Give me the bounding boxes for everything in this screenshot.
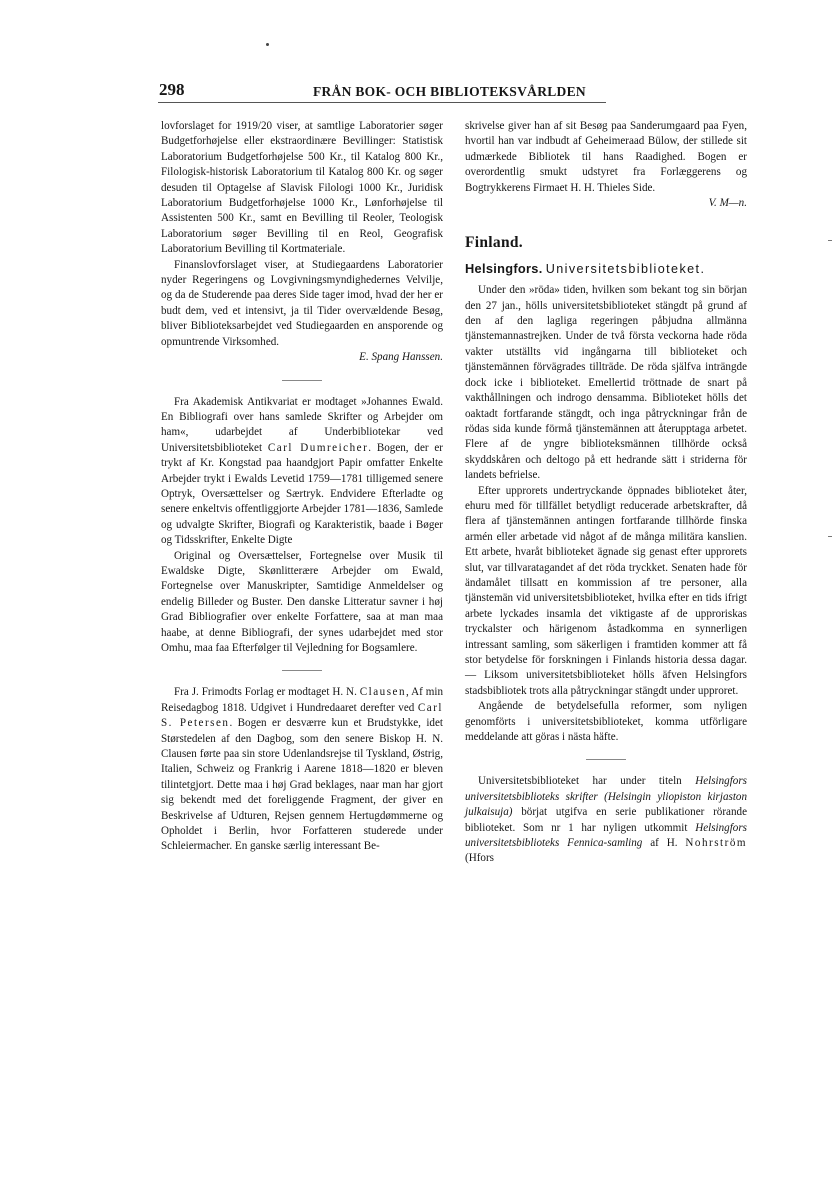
person-name: Clausen bbox=[359, 686, 407, 699]
person-name: Nohrström bbox=[685, 837, 747, 850]
signature: E. Spang Hanssen. bbox=[359, 351, 443, 364]
separator bbox=[586, 759, 626, 760]
library-name: Universitetsbiblioteket. bbox=[545, 261, 706, 276]
print-speck bbox=[266, 43, 269, 46]
paragraph: Under den »röda» tiden, hvilken som bekant tog sin början den 27 jan., hölls universitetsbiblioteket stängdt på grund af den af den lagliga regeringen påbjudna allmänna tjänstemannastrejken. Under de två första veckorna hade röda vakter utställts vid ingångarna till biblioteket och tjänstemännen förvägrades tillträde. De röda själfva inträngde dock icke i biblioteket. Emellertid tröttnade de snart på vakthållningen och indrogo densamma. Biblioteket hölls det oaktadt fortfarande stängdt, och inga påtryckningar från de rödas sida kunde förmå tjänstemännen att återupptaga arbetet. Flere af de yngre biblioteksmännen tillhörde också skyddskåren och deltogo på ett hedrande sätt i striderna för landets befrielse. bbox=[465, 284, 747, 482]
italic-title: Helsingfors universitetsbiblioteks skrifter (Helsingin yliopiston kirjaston julkaisuja) bbox=[465, 775, 747, 819]
paragraph: Efter upprorets undertryckande öppnades biblioteket åter, ehuru med för tillfället betydligt reducerade arbetskrafter, då flera af tjänstemännen antingen fortfarande tillhörde finska armén eller arbetade vid något af de många militära kanslien. Ett arbete, hvaråt biblioteket ägnade sig genast efter upprorets slut, var tillvaratagandet af det röda tryckket. Senaten hade för ändamålet tillsatt en kommission af tre personer, alla tjänstemän vid universitetsbiblioteket, hvilka efter en tids ifrigt arbete lyckades insamla det viktigaste af de upproriskas tryckalster och härigenom åstadkomma en synnerligen intressant samling, som säkerligen i framtiden kommer att få stor betydelse för forskningen i Finlands historia dessa dagar. — Liksom universitetsbiblioteket hölls äfven Helsingfors stadsbibliotek trots alla påtryckningar stängdt under upproret. bbox=[465, 484, 747, 697]
person-name: Carl Dumreicher bbox=[267, 441, 369, 454]
left-column bbox=[161, 119, 443, 855]
separator bbox=[282, 670, 322, 671]
right-column bbox=[465, 119, 747, 867]
header-rule bbox=[158, 102, 606, 103]
paragraph: Original og Oversættelser, Fortegnelse over Musik til Ewaldske Digte, Skønlitterære Arbejder om Ewald, Fortegnelse over Manuskripter, Samtidige Anmeldelser og endelig Billeder og Buster. Den danske Litteratur savner i høj Grad Bibliografier over enkelte Forfattere, saa at man maa haabe, at denne Bibliografi, der synes udarbejdet med stor Omhu, maa faa Efterfølger til Vejledning for Bogsamlere. bbox=[161, 549, 443, 654]
separator bbox=[282, 380, 322, 381]
edge-mark bbox=[828, 536, 832, 537]
paragraph: Fra J. Frimodts Forlag er modtaget H. N. Clausen, Af min Reisedagbog 1818. Udgivet i Hundredaaret derefter ved Carl S. Petersen. Bogen er desværre kun et Brudstykke, idet Størstedelen af den Dagbog, som den senere Biskop H. N. Clausen førte paa sin store Udenlandsrejse til Tyskland, Østrig, Italien, Schweiz og Frankrig i Aarene 1818—1820 er bleven tilintetgjort. Dette maa i høj Grad beklages, naar man har gjort sig bekendt med det foreliggende Fragment, der giver en Beskrivelse af Udturen, Rejsen gennem Hertugdømmerne og Opholdet i Berlin, hvor Forfatteren studerede under Schleiermacher. En ganske særlig interessant Be- bbox=[161, 686, 444, 853]
paragraph: Angående de betydelsefulla reformer, som nyligen genomförts i universitetsbiblioteket, komma utförligare meddelande att göras i nästa häfte. bbox=[465, 700, 747, 744]
paragraph: Fra Akademisk Antikvariat er modtaget »Johannes Ewald. En Bibliografi over hans samlede Skrifter og Arbejder om ham«, udarbejdet af Underbibliotekar ved Universitetsbiblioteket Carl Dumreicher. Bogen, der er trykt af Kr. Kongstad paa haandgjort Papir omfatter Enkelte Arbejder trykt i Ewalds Levetid 1759—1781 tilligemed senere Optryk, Oversættelser og Særtryk. Endvidere Efterladte og senere enkeltvis offentliggjorte Arbejder 1781—1836, Samlede og udvalgte Skrifter, Biografi og Karakteristik, baade i Bøger og Tidsskrifter, Enkelte Digte bbox=[161, 395, 443, 547]
italic-title: Helsingfors universitetsbiblioteks Fennica-samling bbox=[465, 821, 747, 850]
paragraph: Universitetsbiblioteket har under titeln Helsingfors universitetsbiblioteks skrifter (Helsingin yliopiston kirjaston julkaisuja) börjat utgifva en serie publikationer rörande biblioteket. Som nr 1 har nyligen utkommit Helsingfors universitetsbiblioteks Fennica-samling af H. Nohrström (Hfors bbox=[465, 775, 747, 865]
subsection-heading bbox=[465, 261, 747, 277]
signature: V. M—n. bbox=[708, 197, 747, 210]
edge-mark bbox=[828, 240, 832, 241]
city-name: Helsingfors. bbox=[465, 260, 543, 276]
paragraph: skrivelse giver han af sit Besøg paa Sanderumgaard paa Fyen, hvortil han var indbudt af Geheimeraad Bülow, der stillede sit udmærkede Bibliotek til hans Raadighed. Bogen er overordentlig smukt udstyret fra Forlæggerens og Bogtrykkerens Firmaet H. H. Thieles Side. bbox=[465, 120, 747, 194]
running-title: FRÅN BOK- OCH BIBLIOTEKSVÅRLDEN bbox=[313, 84, 586, 99]
paragraph: Finanslovforslaget viser, at Studiegaardens Laboratorier nyder Regeringens og Lovgivningsmyndighedernes Velvilje, og da de Studerende paa deres Side tager imod, hvad der her er budt dem, ved et intensivt, ja til Tider overvældende Besøg, bliver Biblioteksarbejdet ved Studiegaarden en ansporende og opmuntrende Virksomhed. bbox=[161, 258, 443, 348]
section-title: Finland. bbox=[465, 234, 523, 252]
paragraph: lovforslaget for 1919/20 viser, at samtlige Laboratorier søger Budgetforhøjelse eller ekstraordinære Bevillinger: Statistisk Laboratorium Budgetforhøjelse 500 Kr., til Katalog 800 Kr., Filologisk-historisk Laboratorium til Katalog 800 Kr. og søger desuden til Optagelse af Slavisk Filologi 1000 Kr., Juridisk Laboratorium Budgetforhøjelse 1000 Kr., Lønforhøjelse til Assistenten 500 Kr., samt en Bevilling til Reoler, Teologisk Laboratorium søger Bevilling til en Reol, Geografisk Laboratorium Bevilling til Kortmateriale. bbox=[161, 120, 443, 256]
page-number: 298 bbox=[159, 80, 185, 99]
person-name: Carl S. Petersen bbox=[161, 701, 443, 730]
